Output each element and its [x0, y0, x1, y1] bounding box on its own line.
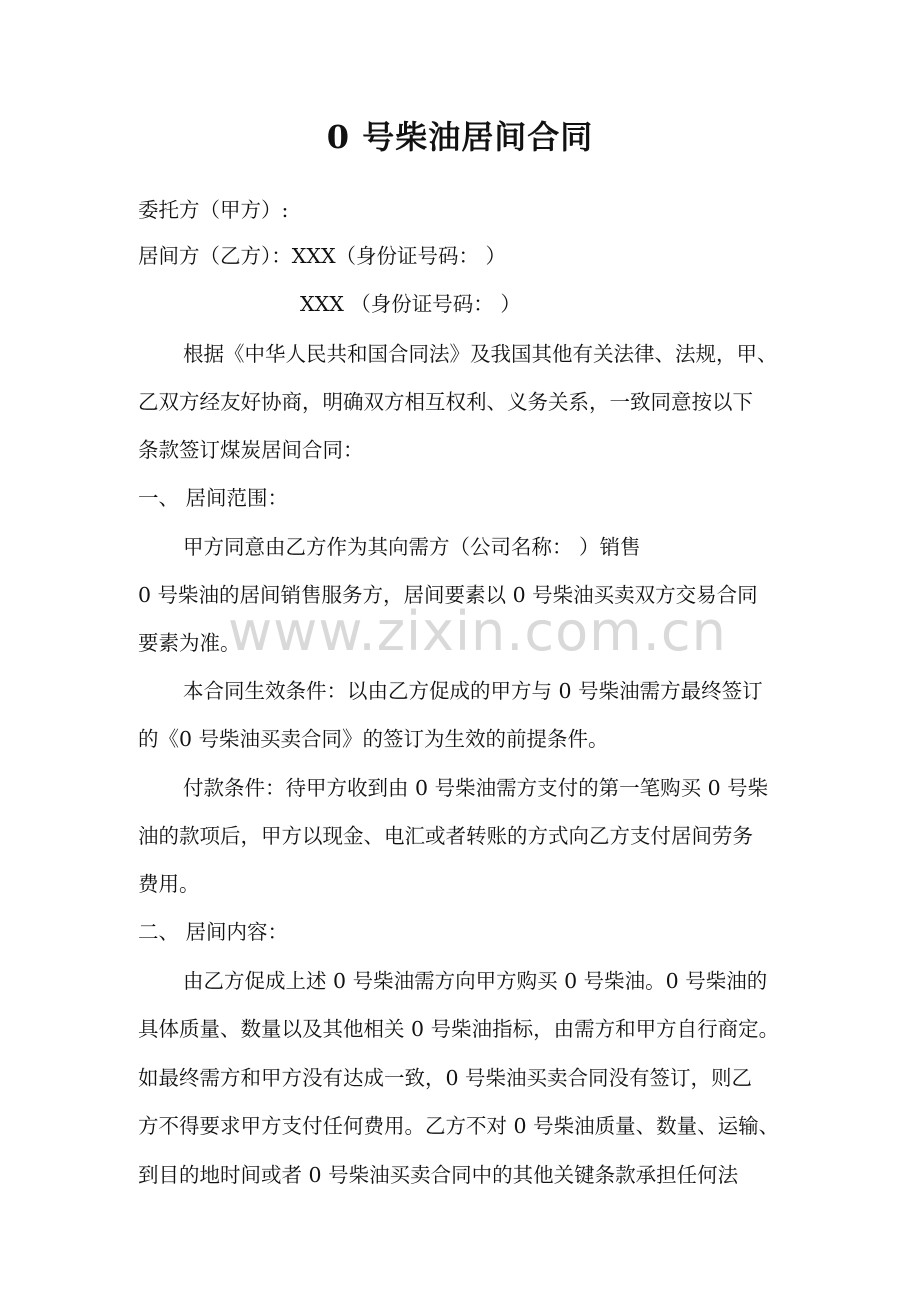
- text-line-broker: 居间方（乙方）：XXX（身份证号码： ）: [138, 244, 507, 268]
- watermark-text: www.zixin.com.cn: [228, 600, 727, 663]
- section-heading-scope: 一、 居间范围：: [138, 486, 289, 510]
- text-line-content-5: 到目的地时间或者 0 号柴油买卖合同中的其他关键条款承担任何法: [138, 1163, 739, 1187]
- text-line-payment-2: 油的款项后，甲方以现金、电汇或者转账的方式向乙方支付居间劳务: [138, 824, 753, 848]
- section-heading-content: 二、 居间内容：: [138, 920, 289, 944]
- text-line-client: 委托方（甲方）:: [138, 198, 289, 222]
- text-line-content-4: 方不得要求甲方支付任何费用。乙方不对 0 号柴油质量、数量、运输、: [138, 1114, 780, 1138]
- text-line-scope-3: 要素为准。: [138, 631, 241, 655]
- text-line-broker-2: XXX （身份证号码： ）: [300, 292, 521, 316]
- text-line-preamble-1: 根据《中华人民共和国合同法》及我国其他有关法律、法规，甲、: [183, 342, 778, 366]
- text-line-scope-2: 0 号柴油的居间销售服务方，居间要素以 0 号柴油买卖双方交易合同: [138, 583, 758, 607]
- document-title: 0 号柴油居间合同: [326, 118, 594, 156]
- text-line-payment-3: 费用。: [138, 872, 200, 896]
- text-line-scope-1: 甲方同意由乙方作为其向需方（公司名称： ）销售: [183, 535, 641, 559]
- text-line-preamble-2: 乙双方经友好协商，明确双方相互权利、义务关系，一致同意按以下: [138, 390, 753, 414]
- text-line-content-2: 具体质量、数量以及其他相关 0 号柴油指标，由需方和甲方自行商定。: [138, 1017, 780, 1041]
- text-line-effect-1: 本合同生效条件：以由乙方促成的甲方与 0 号柴油需方最终签订: [183, 679, 763, 703]
- text-line-effect-2: 的《0 号柴油买卖合同》的签订为生效的前提条件。: [138, 727, 609, 751]
- text-line-content-1: 由乙方促成上述 0 号柴油需方向甲方购买 0 号柴油。0 号柴油的: [183, 969, 768, 993]
- text-line-payment-1: 付款条件：待甲方收到由 0 号柴油需方支付的第一笔购买 0 号柴: [183, 776, 769, 800]
- text-line-preamble-3: 条款签订煤炭居间合同：: [138, 438, 364, 462]
- text-line-content-3: 如最终需方和甲方没有达成一致，0 号柴油买卖合同没有签订，则乙: [138, 1066, 753, 1090]
